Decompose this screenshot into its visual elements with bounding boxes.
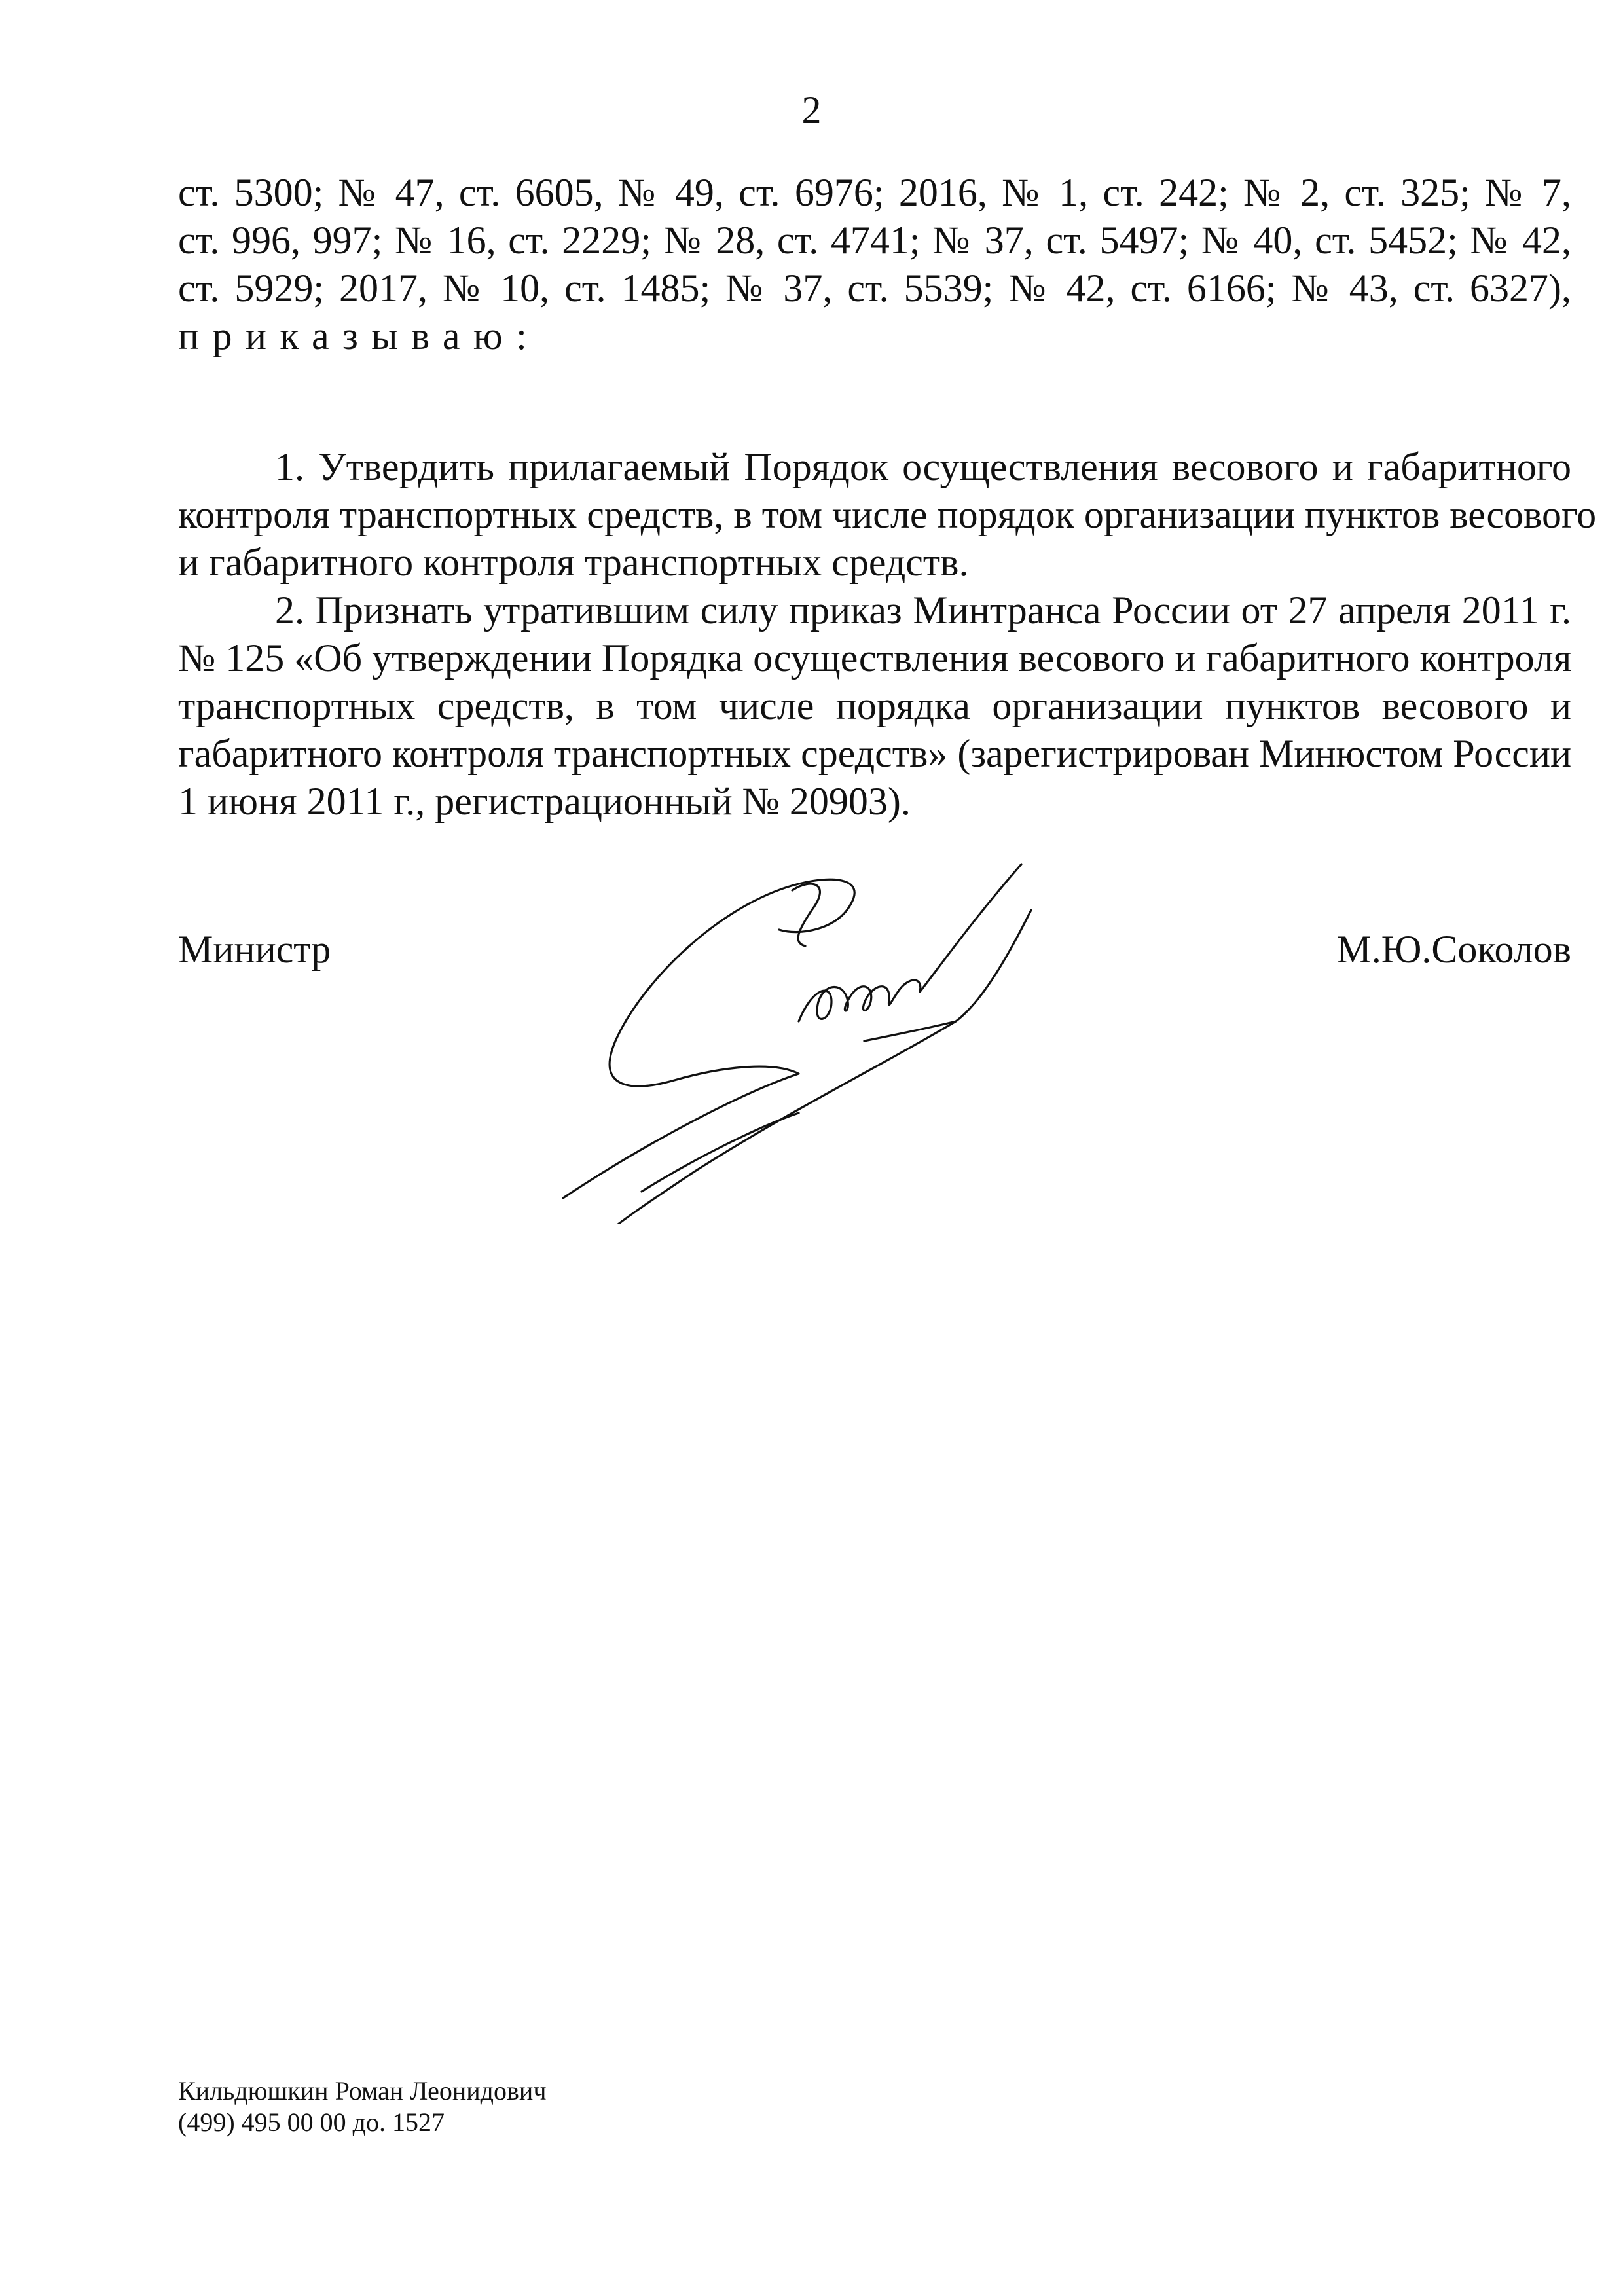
- item1-line: 1. Утвердить прилагаемый Порядок осуществления весового и габаритного: [275, 445, 1571, 488]
- citation-line: ст. 5300; № 47, ст. 6605, № 49, ст. 6976; 2016, № 1, ст. 242; № 2, ст. 325; № 7,: [178, 171, 1571, 214]
- item2-line: транспортных средств, в том числе порядка организации пунктов весового и: [178, 684, 1571, 727]
- item2-line: № 125 «Об утверждении Порядка осуществления весового и габаритного контроля: [178, 636, 1572, 680]
- executor-phone: (499) 495 00 00 до. 1527: [178, 2107, 445, 2137]
- handwritten-signature: [524, 805, 1113, 1224]
- order-word: приказываю:: [178, 314, 541, 357]
- item1-line: и габаритного контроля транспортных средств.: [178, 541, 969, 584]
- signer-name: М.Ю.Соколов: [1336, 928, 1571, 971]
- citation-line: ст. 5929; 2017, № 10, ст. 1485; № 37, ст. 5539; № 42, ст. 6166; № 43, ст. 6327),: [178, 266, 1571, 310]
- item2-line: габаритного контроля транспортных средств» (зарегистрирован Минюстом России: [178, 732, 1572, 775]
- item2-line: 1 июня 2011 г., регистрационный № 20903).: [178, 780, 911, 823]
- citations-paragraph: [178, 169, 1571, 360]
- page-number: 2: [801, 88, 822, 132]
- citation-line: ст. 996, 997; № 16, ст. 2229; № 28, ст. 4741; № 37, ст. 5497; № 40, ст. 5452; № 42,: [178, 219, 1571, 262]
- item2-line: 2. Признать утратившим силу приказ Минтранса России от 27 апреля 2011 г.: [275, 589, 1571, 632]
- executor-name: Кильдюшкин Роман Леонидович: [178, 2076, 547, 2105]
- signer-title: Министр: [178, 928, 331, 971]
- executor-info: [178, 2075, 546, 2138]
- order-items: [178, 443, 1597, 826]
- item1-line: контроля транспортных средств, в том числе порядок организации пунктов весового: [178, 493, 1597, 536]
